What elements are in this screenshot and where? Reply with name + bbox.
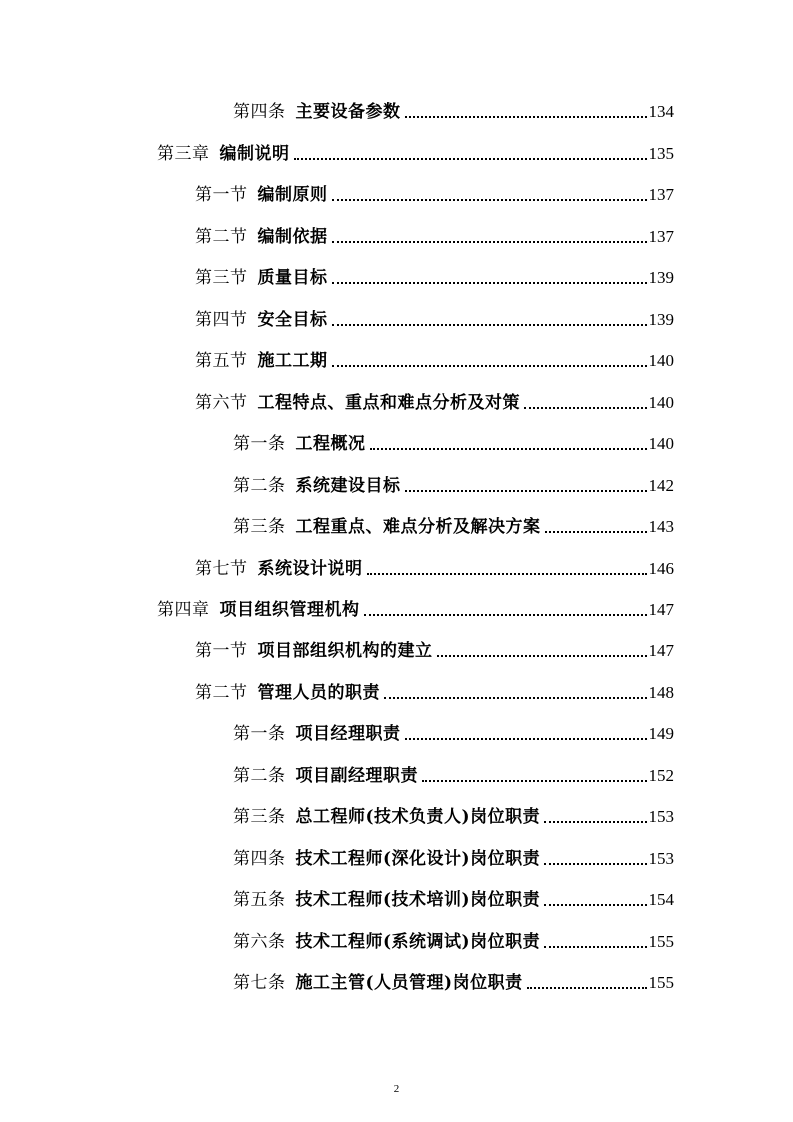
dot-leader [405, 116, 647, 118]
toc-entry-page: 142 [648, 476, 674, 495]
toc-entry-title: 编制依据 [257, 227, 328, 247]
toc-entry-title: 总工程师(技术负责人)岗位职责 [295, 807, 541, 827]
dot-leader [544, 946, 646, 948]
toc-entry-title: 管理人员的职责 [257, 683, 380, 703]
dot-leader [527, 987, 647, 989]
toc-entry-label: 第三条 [233, 517, 286, 537]
dot-leader [332, 365, 647, 367]
toc-entry[interactable] [157, 595, 674, 621]
toc-entry-title: 主要设备参数 [295, 102, 401, 122]
toc-entry-label: 第六节 [195, 393, 248, 413]
dot-leader [544, 821, 646, 823]
toc-entry-page: 143 [648, 517, 674, 536]
toc-entry-title: 项目经理职责 [295, 724, 401, 744]
toc-entry[interactable] [195, 388, 674, 414]
toc-entry-label: 第二条 [233, 766, 286, 786]
toc-entry-label: 第七节 [195, 559, 248, 579]
toc-entry-label: 第三章 [157, 144, 210, 164]
toc-entry-title: 工程概况 [295, 434, 366, 454]
toc-entry-title: 施工主管(人员管理)岗位职责 [295, 973, 523, 993]
toc-entry-label: 第一条 [233, 724, 286, 744]
toc-entry-page: 149 [648, 724, 674, 743]
toc-entry-label: 第一节 [195, 185, 248, 205]
dot-leader [364, 614, 647, 616]
dot-leader [332, 282, 647, 284]
toc-entry-label: 第五条 [233, 890, 286, 910]
toc-entry-title: 项目部组织机构的建立 [257, 641, 433, 661]
toc-entry[interactable] [233, 885, 674, 911]
toc-entry[interactable] [195, 636, 674, 662]
dot-leader [405, 490, 647, 492]
toc-entry-page: 155 [648, 973, 674, 992]
dot-leader [545, 531, 647, 533]
dot-leader [437, 655, 647, 657]
toc-entry[interactable] [195, 222, 674, 248]
dot-leader [332, 241, 647, 243]
page-number: 2 [393, 1083, 400, 1095]
toc-entry-page: 135 [648, 144, 674, 163]
toc-entry[interactable] [195, 554, 674, 580]
toc-entry[interactable] [233, 802, 674, 828]
toc-entry-title: 工程特点、重点和难点分析及对策 [257, 393, 520, 413]
dot-leader [294, 158, 647, 160]
dot-leader [405, 738, 647, 740]
toc-entry[interactable] [233, 471, 674, 497]
toc-entry-label: 第二节 [195, 683, 248, 703]
toc-entry[interactable] [195, 678, 674, 704]
dot-leader [370, 448, 647, 450]
toc-entry-label: 第一节 [195, 641, 248, 661]
toc-entry-page: 153 [648, 849, 674, 868]
toc-entry[interactable] [233, 927, 674, 953]
toc-entry-label: 第四节 [195, 310, 248, 330]
toc-entry-label: 第六条 [233, 932, 286, 952]
toc-entry-label: 第四条 [233, 849, 286, 869]
toc-entry[interactable] [233, 968, 674, 994]
toc-entry-label: 第四章 [157, 600, 210, 620]
toc-entry[interactable] [195, 180, 674, 206]
toc-entry-page: 146 [648, 559, 674, 578]
toc-entry[interactable] [157, 139, 674, 165]
toc-entry-title: 质量目标 [257, 268, 328, 288]
toc-entry[interactable] [233, 761, 674, 787]
toc-entry[interactable] [195, 346, 674, 372]
toc-entry-page: 147 [648, 600, 674, 619]
toc-entry-title: 项目组织管理机构 [219, 600, 360, 620]
toc-entry[interactable] [233, 429, 674, 455]
toc-entry-page: 153 [648, 807, 674, 826]
toc-entry[interactable] [195, 305, 674, 331]
toc-entry-page: 137 [648, 185, 674, 204]
toc-entry-page: 139 [648, 310, 674, 329]
toc-entry-page: 152 [648, 766, 674, 785]
toc-entry-title: 安全目标 [257, 310, 328, 330]
toc-entry-label: 第三条 [233, 807, 286, 827]
toc-entry-page: 154 [648, 890, 674, 909]
toc-entry-label: 第二节 [195, 227, 248, 247]
dot-leader [544, 904, 646, 906]
dot-leader [367, 573, 647, 575]
toc-entry-title: 技术工程师(系统调试)岗位职责 [295, 932, 541, 952]
toc-entry-page: 139 [648, 268, 674, 287]
toc-entry-label: 第二条 [233, 476, 286, 496]
toc-entry-page: 137 [648, 227, 674, 246]
toc-entry-label: 第三节 [195, 268, 248, 288]
toc-entry-label: 第七条 [233, 973, 286, 993]
toc-entry-title: 系统建设目标 [295, 476, 401, 496]
toc-entry[interactable] [233, 97, 674, 123]
toc-entry-page: 155 [648, 932, 674, 951]
toc-entry-title: 系统设计说明 [257, 559, 363, 579]
toc-entry-title: 工程重点、难点分析及解决方案 [295, 517, 541, 537]
toc-entry-label: 第一条 [233, 434, 286, 454]
toc-entry-title: 编制说明 [219, 144, 290, 164]
toc-entry-page: 140 [648, 434, 674, 453]
toc-entry[interactable] [233, 719, 674, 745]
toc-entry-page: 147 [648, 641, 674, 660]
toc-entry-title: 项目副经理职责 [295, 766, 418, 786]
dot-leader [384, 697, 647, 699]
toc-entry-title: 施工工期 [257, 351, 328, 371]
toc-entry-label: 第四条 [233, 102, 286, 122]
dot-leader [332, 324, 647, 326]
toc-entry-label: 第五节 [195, 351, 248, 371]
toc-entry-page: 148 [648, 683, 674, 702]
toc-entry[interactable] [233, 844, 674, 870]
dot-leader [332, 199, 647, 201]
dot-leader [544, 863, 646, 865]
toc-entry-page: 140 [648, 393, 674, 412]
dot-leader [422, 780, 647, 782]
toc-entry[interactable] [195, 263, 674, 289]
toc-entry-page: 140 [648, 351, 674, 370]
toc-entry-title: 技术工程师(技术培训)岗位职责 [295, 890, 541, 910]
toc-entry-title: 技术工程师(深化设计)岗位职责 [295, 849, 541, 869]
toc-entry-page: 134 [648, 102, 674, 121]
toc-entry-title: 编制原则 [257, 185, 328, 205]
toc-entry[interactable] [233, 512, 674, 538]
dot-leader [524, 407, 647, 409]
